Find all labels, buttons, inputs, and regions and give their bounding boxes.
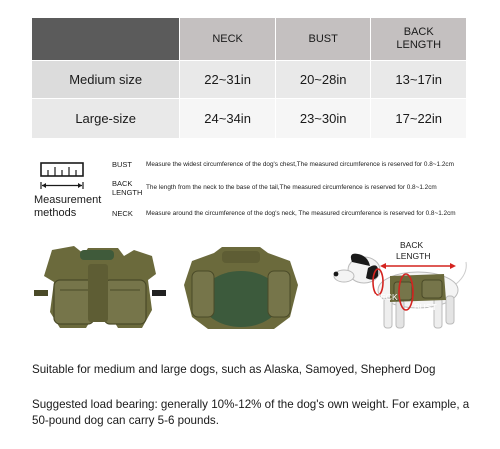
- harness-back-image: [178, 243, 304, 333]
- suitable-text: Suitable for medium and large dogs, such as Alaska, Samoyed, Shepherd Dog: [32, 363, 436, 376]
- table-cell: 20~28in: [275, 61, 371, 99]
- column-header-back-length: BACK LENGTH: [371, 18, 467, 61]
- ruler-icon: [40, 162, 92, 190]
- table-cell: 17~22in: [371, 99, 467, 139]
- row-label: Large-size: [32, 99, 180, 139]
- row-label: Medium size: [32, 61, 180, 99]
- measurement-key: NECK: [112, 209, 133, 218]
- table-cell: 24~34in: [180, 99, 276, 139]
- load-bearing-text: Suggested load bearing: generally 10%-12% of the dog's own weight. For example, a 50-pound dog can carry 5-6 pounds.: [32, 398, 470, 427]
- table-cell: 13~17in: [371, 61, 467, 99]
- label-neck: NECK: [374, 292, 398, 302]
- measurement-key: BUST: [112, 160, 133, 169]
- table-cell: 22~31in: [180, 61, 276, 99]
- label-back-length-bottom: LENGTH: [396, 251, 431, 261]
- table-cell: 23~30in: [275, 99, 371, 139]
- table-header-row: [32, 18, 467, 61]
- harness-front-image: [30, 244, 168, 332]
- measurement-item-neck: [112, 209, 456, 218]
- table-row: [32, 99, 467, 139]
- label-bust: BUST: [414, 302, 437, 312]
- column-header-neck: NECK: [180, 18, 276, 61]
- measurement-desc: The length from the neck to the base of the tail,The measured circumference is reserved for 0.8~1.2cm: [146, 184, 437, 191]
- measurement-item-back-length: [112, 179, 437, 197]
- measurement-key: BACK LENGTH: [112, 179, 143, 197]
- measurement-desc: Measure around the circumference of the dog's neck, The measured circumference is reserved for 0.8~1.2cm: [146, 209, 456, 217]
- dog-measurement-diagram: [318, 240, 478, 340]
- measurement-item-bust: [112, 160, 454, 169]
- table-row: [32, 61, 467, 99]
- column-header-bust: BUST: [275, 18, 371, 61]
- measurement-desc: Measure the widest circumference of the dog's chest,The measured circumference is reserved for 0.8~1.2cm: [146, 160, 454, 168]
- table-corner-cell: [32, 18, 180, 61]
- measurement-title: Measurement methods: [34, 194, 102, 219]
- label-back-length-top: BACK: [400, 240, 424, 250]
- size-table: [31, 17, 467, 139]
